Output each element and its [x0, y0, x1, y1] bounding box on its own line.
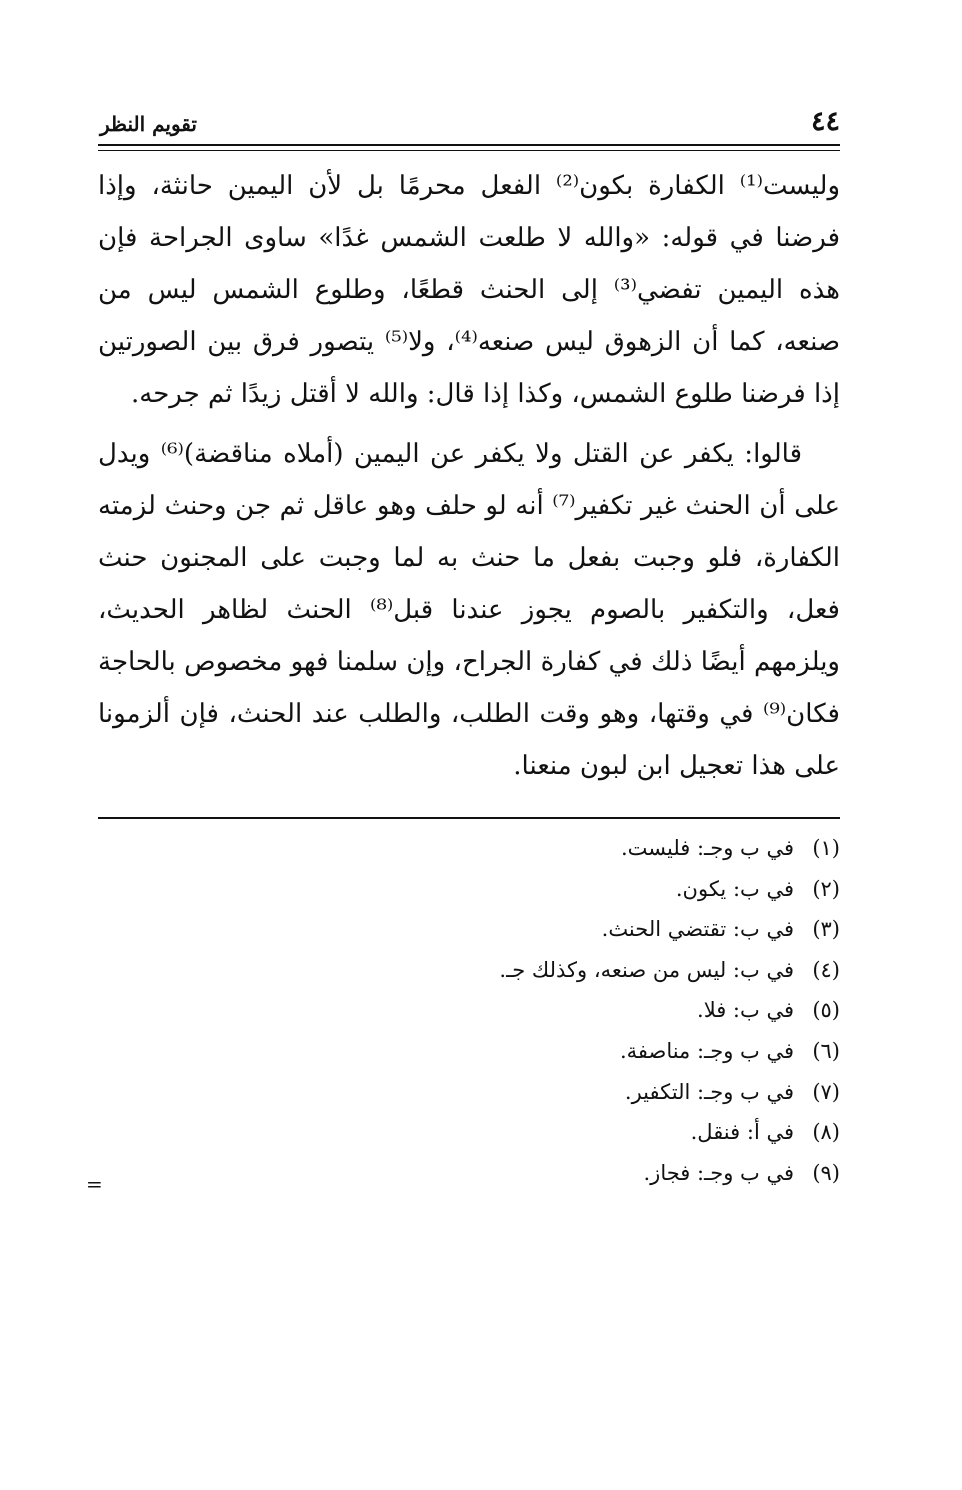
footnote-number: (٩): [812, 1160, 840, 1185]
footnote-text: في أ: فنقل.: [690, 1120, 794, 1145]
footnote-text: في ب وجـ: فليست.: [620, 836, 794, 860]
footnote-item: [98, 1031, 840, 1072]
footnote-number: (٢): [812, 876, 840, 901]
footnote-item: [98, 950, 840, 991]
page-header: [100, 102, 840, 142]
footnote-item: [98, 909, 840, 950]
footnote-text: في ب وجـ: فجاز.: [643, 1160, 794, 1185]
footnote-item: [98, 1072, 840, 1113]
footnote-separator: [98, 817, 840, 819]
footnote-text: في ب وجـ: مناصفة.: [619, 1038, 794, 1063]
footnote-text: في ب: يكون.: [675, 876, 794, 901]
footnote-number: (٤): [812, 957, 840, 982]
footnote-item: [98, 990, 840, 1031]
main-text: [98, 160, 840, 792]
page-number: ٤٤: [810, 106, 840, 137]
footnote-text: في ب: تقتضي الحنث.: [601, 917, 794, 942]
header-rule-thick: [98, 144, 840, 146]
footnotes: [98, 828, 840, 1193]
continuation-mark: =: [86, 1172, 103, 1196]
running-title: تقويم النظر: [100, 112, 197, 136]
footnote-number: (٧): [812, 1079, 840, 1104]
footnote-text: في ب: ليس من صنعه، وكذلك جـ.: [499, 957, 794, 982]
footnote-text: في ب: فلا.: [697, 998, 794, 1023]
paragraph-1: وليست⁽¹⁾ الكفارة بكون⁽²⁾ الفعل محرمًا بل لأن اليمين حانثة، وإذا فرضنا في قوله: «والله لا طلعت الشمس غدًا» ساوى الجراحة فإن هذه اليمين تفضي⁽³⁾ إلى الحنث قطعًا، وطلوع الشمس ليس من صنعه، كما أن الزهوق ليس صنعه⁽⁴⁾، ولا⁽⁵⁾ يتصور فرق بين الصورتين إذا فرضنا طلوع الشمس، وكذا إذا قال: والله لا أقتل زيدًا ثم جرحه.: [98, 171, 841, 409]
footnote-item: [98, 869, 840, 910]
footnote-number: (٥): [812, 998, 840, 1023]
footnote-item: [98, 1153, 840, 1194]
paragraph-2: قالوا: يكفر عن القتل ولا يكفر عن اليمين (أملاه مناقضة)⁽⁶⁾ ويدل على أن الحنث غير تكفير⁽⁷⁾ أنه لو حلف وهو عاقل ثم جن وحنث لزمته الكفارة، فلو وجبت بفعل ما حنث به لما وجبت على المجنون حنث فعل، والتكفير بالصوم يجوز عندنا قبل⁽⁸⁾ الحنث لظاهر الحديث، ويلزمهم أيضًا ذلك في كفارة الجراح، وإن سلمنا فهو مخصوص بالحاجة فكان⁽⁹⁾ في وقتها، وهو وقت الطلب، والطلب عند الحنث، فإن ألزمونا على هذا تعجيل ابن لبون منعنا.: [98, 439, 840, 781]
footnote-number: (٣): [812, 917, 840, 942]
footnote-number: (٦): [812, 1038, 840, 1063]
footnote-number: (١): [812, 836, 840, 860]
footnote-item: [98, 1112, 840, 1153]
footnote-number: (٨): [812, 1120, 840, 1145]
header-rule-thin: [98, 150, 840, 151]
footnote-item: [98, 828, 840, 869]
footnote-text: في ب وجـ: التكفير.: [624, 1079, 794, 1104]
